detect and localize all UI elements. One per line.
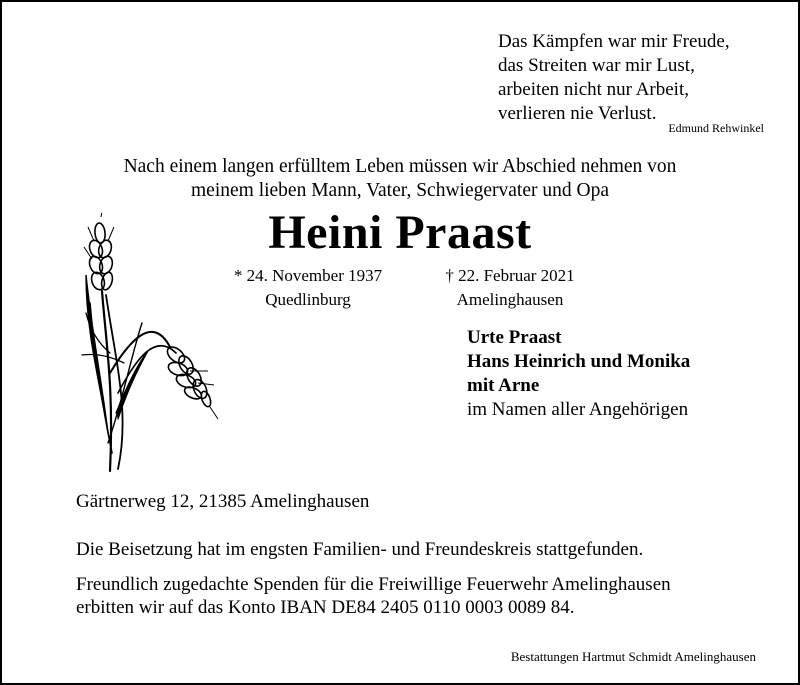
family-member: mit Arne <box>467 375 540 396</box>
family-member: Urte Praast <box>467 327 562 348</box>
intro-line: Nach einem langen erfülltem Leben müssen wir Abschied nehmen von <box>123 156 677 177</box>
undertaker: Bestattungen Hartmut Schmidt Amelinghausen <box>510 649 756 664</box>
donation-line: erbitten wir auf das Konto IBAN DE84 2405 0110 0003 0089 84. <box>76 597 575 618</box>
donation-notice <box>76 573 671 619</box>
deceased-name: Heini Praast <box>268 206 532 259</box>
birth-date: * 24. November 1937 <box>233 266 383 285</box>
wheat-ears-icon <box>72 213 227 475</box>
death-info <box>430 264 590 312</box>
poem-author: Edmund Rehwinkel <box>668 121 764 135</box>
family-signature <box>467 326 690 422</box>
poem-line: verlieren nie Verlust. <box>498 103 657 124</box>
family-member: Hans Heinrich und Monika <box>467 351 691 372</box>
poem-line: arbeiten nicht nur Arbeit, <box>498 79 689 100</box>
intro-line: meinem lieben Mann, Vater, Schwiegervater und Opa <box>191 180 609 201</box>
birth-place: Quedlinburg <box>265 290 351 309</box>
poem-line: Das Kämpfen war mir Freude, <box>498 31 730 52</box>
death-date: † 22. Februar 2021 <box>445 266 575 285</box>
burial-notice: Die Beisetzung hat im engsten Familien- und Freundeskreis stattgefunden. <box>76 539 644 560</box>
poem <box>498 30 788 126</box>
donation-line: Freundlich zugedachte Spenden für die Freiwillige Feuerwehr Amelinghausen <box>76 574 671 595</box>
address: Gärtnerweg 12, 21385 Amelinghausen <box>76 491 370 512</box>
death-place: Amelinghausen <box>456 290 564 309</box>
poem-line: das Streiten war mir Lust, <box>498 55 695 76</box>
intro-text <box>0 155 800 203</box>
family-relatives: im Namen aller Angehörigen <box>467 399 689 420</box>
birth-info <box>220 264 396 312</box>
